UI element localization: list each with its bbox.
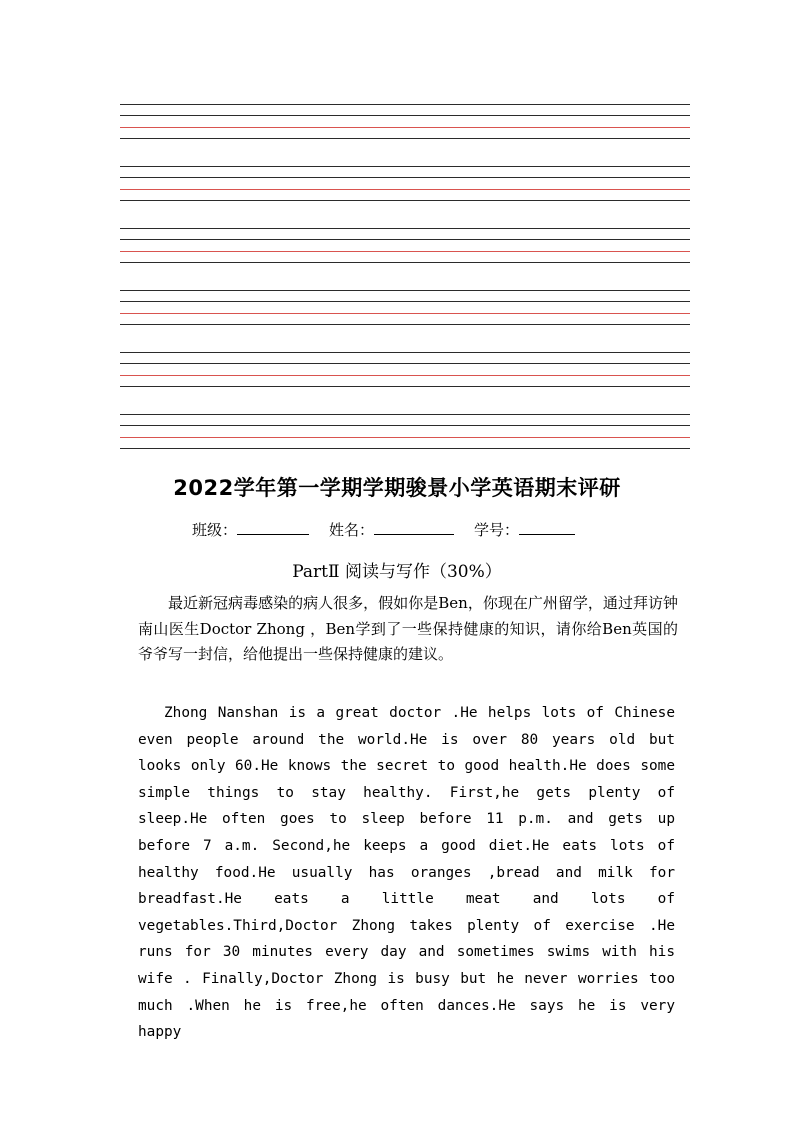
- handwriting-practice-lines: [120, 100, 690, 472]
- guide-line: [120, 290, 690, 291]
- guide-line: [120, 115, 690, 116]
- guide-line: [120, 363, 690, 364]
- guide-line: [120, 301, 690, 302]
- class-label: 班级：: [192, 521, 238, 539]
- four-line-group: [120, 410, 690, 472]
- student-info-row: [192, 518, 575, 540]
- red-guide-line: [120, 313, 690, 314]
- guide-line: [120, 200, 690, 201]
- guide-line: [120, 138, 690, 139]
- guide-line: [120, 324, 690, 325]
- guide-line: [120, 104, 690, 105]
- student-no-blank[interactable]: [519, 518, 575, 535]
- red-guide-line: [120, 251, 690, 252]
- red-guide-line: [120, 189, 690, 190]
- guide-line: [120, 448, 690, 449]
- reading-passage: Zhong Nanshan is a great doctor .He helps lots of Chinese even people around the world.He is over 80 years old but looks only 60.He knows the secret to good health.He does some simple things to stay healthy. First,he gets plenty of sleep.He often goes to sleep before 11 p.m. and gets up before 7 a.m. Second,he keeps a good diet.He eats lots of healthy food.He usually has oranges ,bread and milk for breadfast.He eats a little meat and lots of vegetables.Third,Doctor Zhong takes plenty of exercise .He runs for 30 minutes every day and sometimes swims with his wife . Finally,Doctor Zhong is busy but he never worries too much .When he is free,he often dances.He says he is very happy: [138, 705, 675, 1041]
- four-line-group: [120, 348, 690, 410]
- four-line-group: [120, 224, 690, 286]
- red-guide-line: [120, 127, 690, 128]
- guide-line: [120, 386, 690, 387]
- red-guide-line: [120, 437, 690, 438]
- name-label: 姓名：: [329, 521, 375, 539]
- guide-line: [120, 239, 690, 240]
- guide-line: [120, 177, 690, 178]
- guide-line: [120, 414, 690, 415]
- four-line-group: [120, 162, 690, 224]
- guide-line: [120, 228, 690, 229]
- guide-line: [120, 166, 690, 167]
- four-line-group: [120, 286, 690, 348]
- name-blank[interactable]: [374, 518, 454, 535]
- writing-prompt: 最近新冠病毒感染的病人很多，假如你是Ben，你现在广州留学，通过拜访钟南山医生Doctor Zhong ，Ben学到了一些保持健康的知识，请你给Ben英国的爷爷写一封信，给他提出一些保持健康的建议。: [138, 594, 678, 663]
- guide-line: [120, 425, 690, 426]
- four-line-group: [120, 100, 690, 162]
- red-guide-line: [120, 375, 690, 376]
- student-no-label: 学号：: [474, 521, 520, 539]
- guide-line: [120, 262, 690, 263]
- section-heading: PartⅡ 阅读与写作（30%）: [292, 562, 502, 582]
- exam-title: 2022学年第一学期学期骏景小学英语期末评研: [173, 476, 621, 500]
- class-blank[interactable]: [237, 518, 309, 535]
- guide-line: [120, 352, 690, 353]
